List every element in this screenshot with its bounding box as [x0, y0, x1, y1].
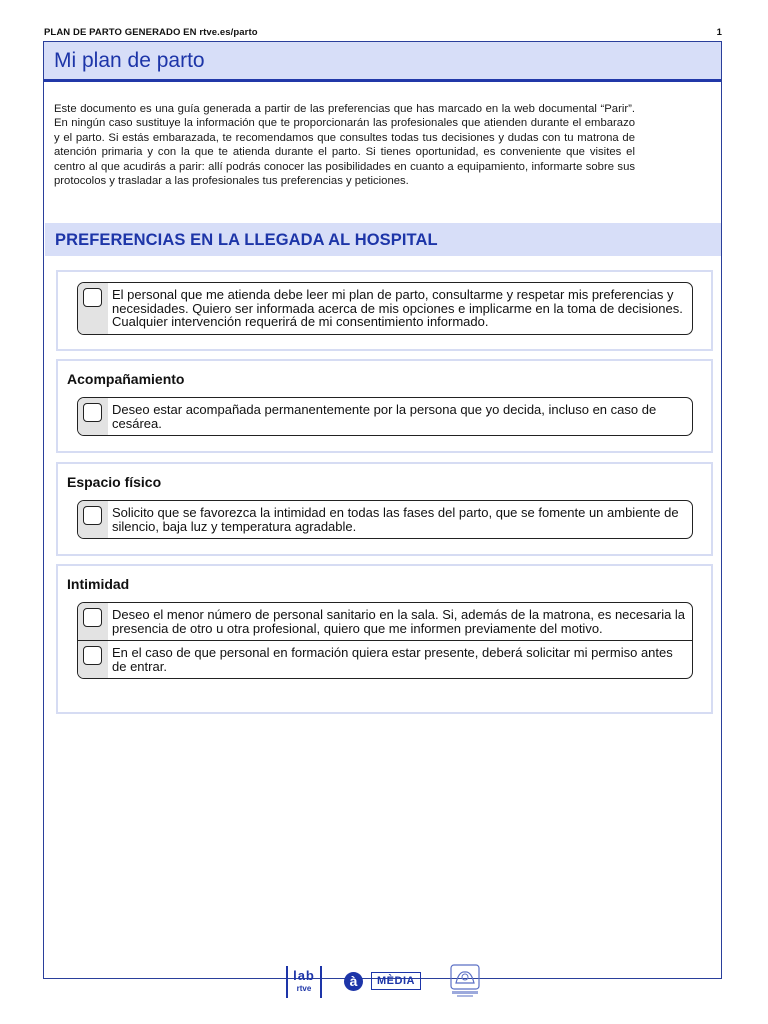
media-logo: MÈDIA: [371, 972, 421, 990]
group-heading: Espacio físico: [67, 474, 162, 490]
intro-line: posibilidades en cuanto a equipamiento, informarte sobre sus protocolos y trasladar a las profesionales: [54, 160, 635, 188]
checkbox-column: [78, 603, 108, 640]
preference-card: [77, 602, 693, 679]
a-media-logo-icon: à: [344, 972, 363, 991]
section-title: PREFERENCIAS EN LA LLEGADA AL HOSPITAL: [55, 231, 438, 249]
preference-checkbox[interactable]: [83, 608, 102, 627]
document-frame: [43, 41, 722, 979]
page-header: [44, 27, 724, 40]
preference-text: Deseo estar acompañada permanentemente por la persona que yo decida, incluso en caso de cesárea.: [112, 402, 657, 431]
preference-text: En el caso de que personal en formación quiera estar presente, deberá solicitar mi permiso antes de entrar.: [112, 645, 673, 674]
preference-item: [78, 283, 692, 334]
page-title: Mi plan de parto: [54, 49, 205, 72]
intro-line: atienden durante el embarazo y el parto. Si estás embarazada, te recomendamos que consultes todas: [54, 117, 635, 144]
title-bar: [44, 42, 721, 82]
preference-item: [78, 501, 692, 538]
group-heading: Intimidad: [67, 576, 130, 592]
footer-logos: [0, 960, 768, 1000]
preference-checkbox[interactable]: [83, 646, 102, 665]
preference-checkbox[interactable]: [83, 288, 102, 307]
intro-line: Este documento es una guía generada a partir de las preferencias que has marcado en la web: [54, 103, 535, 115]
checkbox-column: [78, 641, 108, 678]
preference-group-intimidad: [56, 564, 713, 714]
preference-group-acompanamiento: [56, 359, 713, 453]
intro-line: tus preferencias y peticiones.: [262, 175, 409, 188]
lab-rtve-logo: lab rtve: [286, 966, 322, 998]
preference-text: Deseo el menor número de personal sanitario en la sala. Si, además de la matrona, es necesaria la presencia de otro u otra profesional, quiero que me informen previamente del motivo.: [112, 607, 686, 636]
checkbox-column: [78, 501, 108, 538]
preference-item: [78, 640, 692, 678]
preference-item: [78, 603, 692, 640]
preference-text: Solicito que se favorezca la intimidad en todas las fases del parto, que se fomente un ambiente de silencio, baja luz y temperatura agradable.: [112, 505, 679, 534]
preference-group-general: [56, 270, 713, 351]
checkbox-column: [78, 283, 108, 334]
preference-card: [77, 397, 693, 436]
intro-paragraph: [54, 102, 635, 188]
section-header: [45, 223, 721, 256]
intro-line: documental “Parir”. En ningún caso sustituye la información que te proporcionarán las profesionales que: [54, 103, 636, 130]
barret-emblem-icon: [449, 963, 481, 999]
group-heading: Acompañamiento: [67, 371, 185, 387]
page-number: 1: [716, 27, 722, 38]
intro-line: tus decisiones y dudas con tu matrona de atención primaria y con la que te atienda durante el parto. Si: [54, 131, 635, 159]
preference-group-espacio-fisico: [56, 462, 713, 556]
preference-text: El personal que me atienda debe leer mi plan de parto, consultarme y respetar mis preferencias y necesidades. Quiero ser informada acerca de mis opciones e implicarme en la toma de decisiones. Cualquier intervención requerirá de mi consentimiento informado.: [112, 287, 683, 329]
page-header-source: PLAN DE PARTO GENERADO EN rtve.es/parto: [44, 27, 258, 38]
intro-line: tienes oportunidad, es conveniente que visites el centro al que acudirás a parir: allí podrás conocer las: [54, 146, 635, 173]
checkbox-column: [78, 398, 108, 435]
preference-card: [77, 500, 693, 539]
preference-checkbox[interactable]: [83, 506, 102, 525]
preference-item: [78, 398, 692, 435]
preference-card: [77, 282, 693, 335]
preference-checkbox[interactable]: [83, 403, 102, 422]
